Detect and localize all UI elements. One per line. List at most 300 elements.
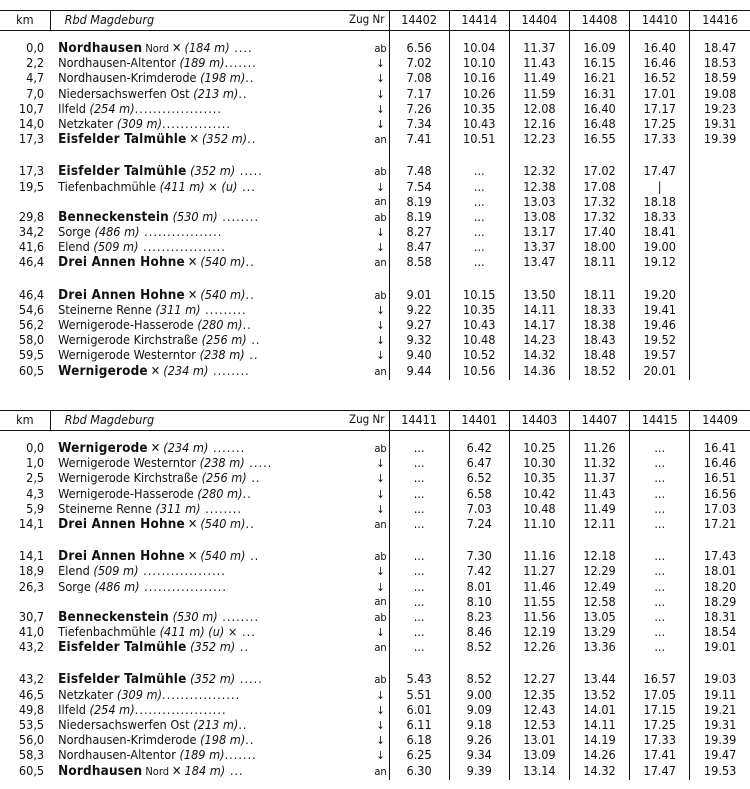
direction-marker: ↓ <box>376 319 385 332</box>
km-value: 18,9 <box>18 565 45 579</box>
departure-time: 16.46 <box>630 57 690 72</box>
station-name: Eisfelder Talmühle <box>58 641 187 655</box>
km-value: 34,2 <box>18 226 45 240</box>
section-gap <box>0 533 750 550</box>
departure-time: 14.01 <box>569 704 629 719</box>
direction-marker: an <box>374 641 387 655</box>
station-altitude: (530 m) <box>172 610 218 624</box>
departure-time: ... <box>630 518 690 533</box>
departure-time: 8.58 <box>389 256 449 271</box>
km-value: 26,3 <box>18 580 45 594</box>
leader-dots: .. <box>245 734 255 747</box>
timetable-row <box>0 503 750 518</box>
km-value <box>0 196 50 211</box>
departure-time: 8.23 <box>449 611 509 626</box>
departure-time: 7.26 <box>389 103 449 118</box>
departure-time: 19.31 <box>690 719 750 734</box>
station-altitude: (234 m) <box>163 364 209 378</box>
station-altitude: (311 m) <box>155 303 201 317</box>
timetable-row <box>0 749 750 764</box>
departure-time: ... <box>449 241 509 256</box>
direction-marker: ↓ <box>376 180 385 194</box>
station-cell <box>50 181 389 196</box>
train-number: 14404 <box>509 11 569 31</box>
timetable-row <box>0 611 750 626</box>
km-value: 5,9 <box>26 502 45 516</box>
section-gap <box>0 272 750 289</box>
departure-time: | <box>630 181 690 196</box>
station-altitude: 184 m) <box>184 764 226 778</box>
leader-dots: ............... <box>162 117 231 131</box>
departure-time: 13.09 <box>509 749 569 764</box>
departure-time: 18.18 <box>630 196 690 211</box>
departure-time: 18.33 <box>630 211 690 226</box>
departure-time: 17.41 <box>630 749 690 764</box>
departure-time <box>690 256 750 271</box>
timetable-row <box>0 72 750 87</box>
departure-time: 10.48 <box>509 503 569 518</box>
station-name: Niedersachswerfen Ost <box>58 87 190 101</box>
departure-time: 10.30 <box>509 457 569 472</box>
km-value: 14,1 <box>18 517 45 531</box>
leader-dots: ..... <box>235 673 263 687</box>
departure-time: ... <box>449 211 509 226</box>
leader-dots: .................. <box>138 241 226 254</box>
departure-time: 12.32 <box>509 165 569 180</box>
departure-time: ... <box>630 581 690 596</box>
departure-time: 10.26 <box>449 88 509 103</box>
departure-time: 11.49 <box>509 72 569 87</box>
station-cell <box>50 42 389 57</box>
timetable-row <box>0 565 750 580</box>
km-value: 14,1 <box>18 550 45 564</box>
departure-time: 10.25 <box>509 442 569 457</box>
direction-marker: ↓ <box>376 117 385 131</box>
station-altitude: (509 m) <box>93 241 139 254</box>
departure-time: 17.32 <box>569 196 629 211</box>
departure-time: 9.01 <box>389 289 449 304</box>
direction-marker: ab <box>374 165 387 179</box>
crossing-icon: ✕ <box>150 364 161 378</box>
departure-time: 19.39 <box>690 133 750 148</box>
station-name: Tiefenbachmühle <box>58 180 156 194</box>
departure-time: 10.10 <box>449 57 509 72</box>
leader-dots: .. <box>247 133 257 147</box>
direction-marker: ↓ <box>376 303 385 317</box>
timetable-row <box>0 304 750 319</box>
direction-marker: ab <box>374 550 387 564</box>
departure-time: ... <box>630 550 690 565</box>
departure-time: 18.01 <box>690 565 750 580</box>
km-value: 41,6 <box>18 241 45 255</box>
departure-time <box>690 226 750 241</box>
station-cell <box>50 289 389 304</box>
km-value: 53,5 <box>18 719 45 732</box>
departure-time: 12.38 <box>509 181 569 196</box>
departure-time: 8.47 <box>389 241 449 256</box>
departure-time: ... <box>630 565 690 580</box>
timetable-row <box>0 626 750 641</box>
km-value: 46,5 <box>18 688 45 702</box>
station-cell <box>50 488 389 503</box>
station-altitude: (280 m) <box>197 319 243 332</box>
departure-time: ... <box>630 488 690 503</box>
departure-time: 8.19 <box>389 196 449 211</box>
station-altitude: (540 m) <box>200 288 246 302</box>
timetable-row <box>0 581 750 596</box>
departure-time: 9.18 <box>449 719 509 734</box>
station-altitude: (213 m) <box>193 719 239 732</box>
departure-time: 13.14 <box>509 765 569 780</box>
train-number: 14411 <box>389 411 449 431</box>
departure-time: 18.29 <box>690 596 750 611</box>
station-altitude: (486 m) <box>94 226 140 239</box>
leader-dots: ........ <box>217 610 260 624</box>
departure-time: 9.44 <box>389 365 449 380</box>
departure-time: 7.41 <box>389 133 449 148</box>
departure-time: 8.01 <box>449 581 509 596</box>
timetable-row <box>0 442 750 457</box>
direction-marker: an <box>374 256 387 270</box>
departure-time: 10.04 <box>449 42 509 57</box>
timetable-row <box>0 133 750 148</box>
departure-time: 19.23 <box>690 103 750 118</box>
train-number: 14409 <box>690 411 750 431</box>
leader-dots: .. <box>245 288 255 302</box>
departure-time: 17.32 <box>569 211 629 226</box>
departure-time: 14.26 <box>569 749 629 764</box>
departure-time: 13.50 <box>509 289 569 304</box>
departure-time: 12.58 <box>569 596 629 611</box>
departure-time: 7.42 <box>449 565 509 580</box>
departure-time: 5.51 <box>389 689 449 704</box>
km-value: 14,0 <box>18 117 45 131</box>
departure-time: 12.08 <box>509 103 569 118</box>
departure-time: 12.23 <box>509 133 569 148</box>
leader-dots: .. <box>245 517 255 531</box>
departure-time: ... <box>389 611 449 626</box>
station-altitude: (411 m) × (u) <box>159 180 238 194</box>
crossing-icon: ✕ <box>187 256 198 270</box>
departure-time: 18.11 <box>569 289 629 304</box>
departure-time: 12.18 <box>569 550 629 565</box>
km-value <box>0 596 50 611</box>
departure-time: 16.31 <box>569 88 629 103</box>
leader-dots: ................. <box>139 226 223 239</box>
departure-time: ... <box>389 442 449 457</box>
departure-time <box>690 181 750 196</box>
km-value: 58,0 <box>18 334 45 348</box>
station-name: Drei Annen Hohne <box>58 517 185 532</box>
departure-time: 19.01 <box>690 641 750 656</box>
departure-time: 19.47 <box>690 749 750 764</box>
leader-dots: .. <box>238 87 248 101</box>
departure-time: 10.43 <box>449 118 509 133</box>
timetable-row <box>0 641 750 656</box>
departure-time: ... <box>630 611 690 626</box>
km-value: 43,2 <box>18 673 45 687</box>
departure-time: 9.22 <box>389 304 449 319</box>
departure-time: ... <box>389 641 449 656</box>
station-altitude: (486 m) <box>94 580 140 594</box>
timetable-row <box>0 673 750 688</box>
km-value: 46,4 <box>18 256 45 270</box>
departure-time: 6.25 <box>389 749 449 764</box>
departure-time: 6.18 <box>389 734 449 749</box>
departure-time: 9.34 <box>449 749 509 764</box>
departure-time: ... <box>449 181 509 196</box>
departure-time: 19.52 <box>630 334 690 349</box>
direction-marker: ab <box>374 610 387 624</box>
km-value: 54,6 <box>18 303 45 317</box>
train-number: 14407 <box>569 411 629 431</box>
departure-time: 17.47 <box>630 765 690 780</box>
station-cell <box>50 334 389 349</box>
timetable-row <box>0 704 750 719</box>
departure-time: 10.35 <box>449 304 509 319</box>
timetable-lower <box>0 410 750 780</box>
station-altitude: (352 m) <box>201 133 248 147</box>
leader-dots: ....... <box>208 442 246 455</box>
station-cell <box>50 57 389 72</box>
departure-time: 7.08 <box>389 72 449 87</box>
departure-time: 12.35 <box>509 689 569 704</box>
timetable-row <box>0 488 750 503</box>
station-cell <box>50 719 389 734</box>
station-altitude: (411 m) (u) × <box>159 626 238 639</box>
direction-marker: an <box>374 364 387 378</box>
departure-time: 18.11 <box>569 256 629 271</box>
departure-time: 13.52 <box>569 689 629 704</box>
departure-time: ... <box>449 226 509 241</box>
km-value: 7,0 <box>26 87 45 101</box>
departure-time: ... <box>389 565 449 580</box>
departure-time: 16.56 <box>690 488 750 503</box>
departure-time: 7.24 <box>449 518 509 533</box>
departure-time: 18.52 <box>569 365 629 380</box>
route-header <box>50 411 389 431</box>
station-cell <box>50 626 389 641</box>
departure-time: 17.25 <box>630 118 690 133</box>
station-altitude: (280 m) <box>197 487 243 501</box>
departure-time: 20.01 <box>630 365 690 380</box>
station-cell <box>50 734 389 749</box>
departure-time: 10.15 <box>449 289 509 304</box>
departure-time: 14.23 <box>509 334 569 349</box>
leader-dots: .................. <box>138 565 226 578</box>
leader-dots: .. <box>242 319 252 332</box>
km-value: 56,2 <box>18 319 45 332</box>
direction-marker: an <box>374 764 387 778</box>
departure-time: 11.27 <box>509 565 569 580</box>
station-cell <box>50 704 389 719</box>
leader-dots: .. <box>244 349 259 362</box>
direction-marker: ab <box>374 210 387 224</box>
km-value: 4,7 <box>26 72 45 86</box>
departure-time: 18.33 <box>569 304 629 319</box>
departure-time <box>690 241 750 256</box>
direction-marker: ↓ <box>376 734 385 748</box>
leader-dots: ......... <box>200 303 247 317</box>
km-value: 56,0 <box>18 734 45 748</box>
leader-dots: .. <box>246 472 261 485</box>
departure-time: 16.21 <box>569 72 629 87</box>
station-cell <box>50 103 389 118</box>
zug-label: Zug Nr <box>349 12 385 27</box>
departure-time: 12.53 <box>509 719 569 734</box>
km-value: 46,4 <box>18 288 45 302</box>
direction-marker: ↓ <box>376 487 385 501</box>
departure-time: 17.15 <box>630 704 690 719</box>
station-altitude: (540 m) <box>200 550 246 564</box>
station-name: Drei Annen Hohne <box>58 256 185 270</box>
departure-time: 18.20 <box>690 581 750 596</box>
km-value: 58,3 <box>18 749 45 763</box>
departure-time: 9.26 <box>449 734 509 749</box>
km-value: 29,8 <box>18 210 45 224</box>
direction-marker: ab <box>374 442 387 455</box>
station-name: Wernigerode Kirchstraße <box>58 334 198 347</box>
timetable-row <box>0 226 750 241</box>
station-name: Nordhausen <box>58 42 143 56</box>
train-number: 14416 <box>690 11 750 31</box>
leader-dots: ........ <box>200 502 242 516</box>
departure-time: 10.48 <box>449 334 509 349</box>
station-name: Eisfelder Talmühle <box>58 673 187 687</box>
station-cell <box>50 349 389 364</box>
station-altitude: (254 m) <box>89 703 135 717</box>
km-value: 60,5 <box>18 364 45 378</box>
station-name: Ilfeld <box>58 102 86 116</box>
departure-time <box>690 211 750 226</box>
departure-time: 9.39 <box>449 765 509 780</box>
departure-time: 8.52 <box>449 673 509 688</box>
departure-time: 11.37 <box>569 472 629 487</box>
departure-time: 19.39 <box>690 734 750 749</box>
departure-time <box>690 365 750 380</box>
train-number: 14402 <box>389 11 449 31</box>
station-cell <box>50 319 389 334</box>
leader-dots: ....... <box>224 749 257 762</box>
direction-marker: ↓ <box>376 334 385 348</box>
direction-marker: an <box>374 195 387 208</box>
direction-marker: an <box>374 133 387 147</box>
departure-time: 14.36 <box>509 365 569 380</box>
departure-time: 17.43 <box>690 550 750 565</box>
direction-marker: ↓ <box>376 226 385 240</box>
station-cell <box>50 241 389 256</box>
direction-marker: ↓ <box>376 580 385 594</box>
departure-time: 17.17 <box>630 103 690 118</box>
km-value: 0,0 <box>26 442 45 455</box>
station-altitude: (540 m) <box>200 256 246 270</box>
departure-time: 7.17 <box>389 88 449 103</box>
direction-marker: ab <box>374 288 387 302</box>
departure-time: 6.47 <box>449 457 509 472</box>
spacer-row <box>0 31 750 43</box>
departure-time: 13.05 <box>569 611 629 626</box>
departure-time: 18.53 <box>690 57 750 72</box>
station-cell <box>50 133 389 148</box>
train-number: 14415 <box>630 411 690 431</box>
departure-time: 8.10 <box>449 596 509 611</box>
train-number: 14408 <box>569 11 629 31</box>
station-name: Nordhausen-Krimderode <box>58 734 197 747</box>
station-altitude: (509 m) <box>93 565 139 578</box>
zug-label: Zug Nr <box>349 412 385 427</box>
departure-time: 13.29 <box>569 626 629 641</box>
direction-marker: ↓ <box>376 502 385 516</box>
station-name: Wernigerode Westerntor <box>58 349 196 362</box>
departure-time: 13.01 <box>509 734 569 749</box>
departure-time: 7.30 <box>449 550 509 565</box>
timetable-row <box>0 88 750 103</box>
departure-time: 7.48 <box>389 165 449 180</box>
direction-marker: ↓ <box>376 703 385 717</box>
departure-time: ... <box>449 196 509 211</box>
departure-time <box>690 334 750 349</box>
departure-time: 18.31 <box>690 611 750 626</box>
station-cell <box>50 472 389 487</box>
departure-time: 11.43 <box>509 57 569 72</box>
leader-dots: .. <box>245 72 255 85</box>
km-header: km <box>0 11 50 31</box>
station-altitude: (309 m) <box>116 688 163 702</box>
departure-time: 8.52 <box>449 641 509 656</box>
direction-marker: ↓ <box>376 749 385 763</box>
departure-time: 12.27 <box>509 673 569 688</box>
crossing-icon: ✕ <box>172 764 182 778</box>
departure-time: 12.19 <box>509 626 569 641</box>
leader-dots: ........ <box>208 364 250 378</box>
leader-dots: .................. <box>139 580 227 594</box>
leader-dots: ..... <box>244 457 273 470</box>
crossing-icon: ✕ <box>187 517 198 531</box>
station-cell <box>50 304 389 319</box>
departure-time: 18.38 <box>569 319 629 334</box>
departure-time: ... <box>389 472 449 487</box>
station-cell <box>50 518 389 533</box>
leader-dots: ................... <box>134 102 222 116</box>
departure-time: 7.02 <box>389 57 449 72</box>
departure-time: 17.33 <box>630 734 690 749</box>
station-cell <box>50 673 389 688</box>
station-cell <box>50 611 389 626</box>
station-name: Sorge <box>58 226 91 239</box>
crossing-icon: ✕ <box>172 42 182 55</box>
station-cell <box>50 749 389 764</box>
route-label: Rbd Magdeburg <box>64 12 155 28</box>
leader-dots: .. <box>245 256 255 270</box>
timetable-row <box>0 334 750 349</box>
departure-time: 19.21 <box>690 704 750 719</box>
leader-dots: .. <box>235 641 249 655</box>
departure-time: 12.26 <box>509 641 569 656</box>
timetable-row <box>0 211 750 226</box>
timetable-row <box>0 765 750 780</box>
station-name: Benneckenstein <box>58 210 169 225</box>
direction-marker: ↓ <box>376 457 385 471</box>
station-name: Sorge <box>58 580 91 594</box>
station-name: Tiefenbachmühle <box>58 626 156 639</box>
station-altitude: (311 m) <box>155 502 201 516</box>
departure-time: ... <box>389 550 449 565</box>
crossing-icon: ✕ <box>187 288 198 302</box>
km-value: 0,0 <box>26 42 45 55</box>
timetable-row <box>0 118 750 133</box>
station-altitude: (234 m) <box>163 442 209 455</box>
departure-time: ... <box>389 503 449 518</box>
